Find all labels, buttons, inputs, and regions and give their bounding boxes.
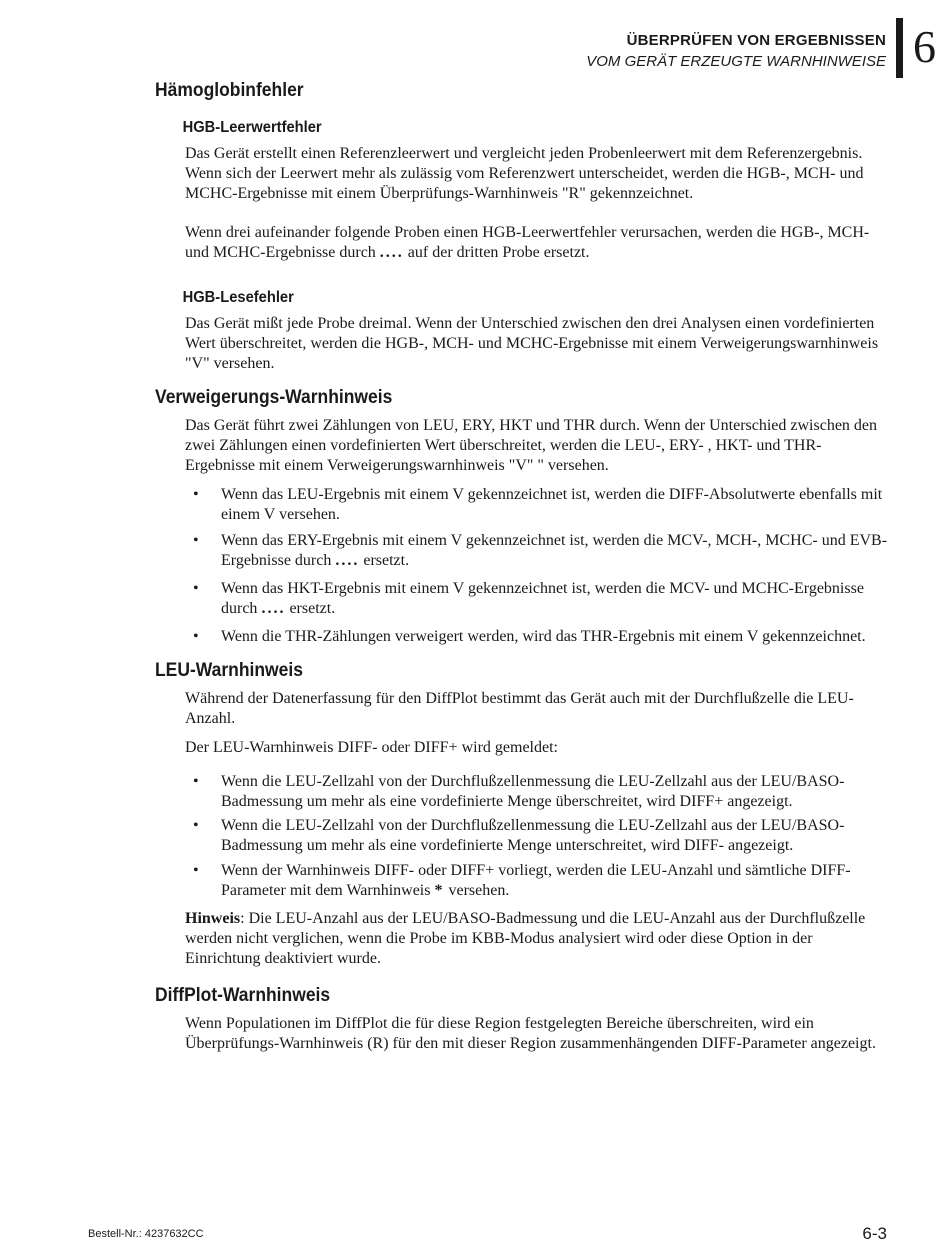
ellipsis-placeholder: .... [261, 600, 286, 617]
subheading-hgb-lese: HGB-Lesefehler [182, 289, 294, 306]
bullet-list [155, 485, 890, 647]
list-item: • Wenn das LEU-Ergebnis mit einem V gekennzeichnet ist, werden die DIFF-Absolutwerte ebenfalls mit einem V versehen. [185, 485, 890, 525]
paragraph: Das Gerät führt zwei Zählungen von LEU, ERY, HKT und THR durch. Wenn der Unterschied zwischen den zwei Zählungen einen vordefinierten Wert überschreitet, werden die LEU-, ERY- , HKT- und THR-Ergebnisse mit einem Verweigerungswarnhinweis "V" " versehen. [185, 417, 878, 474]
note-paragraph: Hinweis: Die LEU-Anzahl aus der LEU/BASO-Badmessung und die LEU-Anzahl aus der Durchflußzelle werden nicht verglichen, wenn die Probe im KBB-Modus analysiert wird oder diese Option in der Einrichtung deaktiviert wurde. [185, 910, 866, 967]
paragraph: Wenn drei aufeinander folgende Proben einen HGB-Leerwertfehler verursachen, werden die HGB-, MCH- und MCHC-Ergebnisse durch .... auf der dritten Probe ersetzt. [185, 224, 870, 261]
header-title: ÜBERPRÜFEN VON ERGEBNISSEN [626, 32, 886, 49]
ellipsis-placeholder: .... [379, 244, 404, 261]
bullet-list [155, 772, 890, 901]
section-heading-diffplot: DiffPlot-Warnhinweis [155, 985, 331, 1006]
asterisk-flag: * [434, 882, 445, 899]
chapter-number: 6 [913, 21, 936, 72]
section-heading-haemoglobin: Hämoglobinfehler [155, 80, 304, 101]
running-header [586, 30, 886, 72]
paragraph: Das Gerät mißt jede Probe dreimal. Wenn der Unterschied zwischen den drei Analysen einen vordefinierten Wert überschreitet, werden die HGB-, MCH- und MCHC-Ergebnisse mit einem Verweigerungswarnhinweis "V" versehen. [185, 315, 879, 372]
paragraph: Der LEU-Warnhinweis DIFF- oder DIFF+ wird gemeldet: [185, 739, 558, 756]
note-label: Hinweis [185, 910, 241, 927]
list-item: • Wenn die THR-Zählungen verweigert werden, wird das THR-Ergebnis mit einem V gekennzeichnet. [185, 627, 890, 647]
subheading-hgb-leerwert: HGB-Leerwertfehler [182, 119, 322, 136]
list-item: • Wenn die LEU-Zellzahl von der Durchflußzellenmessung die LEU-Zellzahl aus der LEU/BASO-Badmessung um mehr als eine vordefinierte Menge unterschreitet, wird DIFF- angezeigt. [185, 816, 890, 856]
section-heading-leu: LEU-Warnhinweis [155, 660, 303, 681]
paragraph: Wenn Populationen im DiffPlot die für diese Region festgelegten Bereiche überschreiten, wird ein Überprüfungs-Warnhinweis (R) für den mit dieser Region zusammenhängenden DIFF-Parameter angezeigt. [185, 1015, 876, 1052]
list-item: • Wenn das HKT-Ergebnis mit einem V gekennzeichnet ist, werden die MCV- und MCHC-Ergebnisse durch .... ersetzt. [185, 579, 890, 619]
list-item: • Wenn die LEU-Zellzahl von der Durchflußzellenmessung die LEU-Zellzahl aus der LEU/BASO-Badmessung um mehr als eine vordefinierte Menge überschreitet, wird DIFF+ angezeigt. [185, 772, 890, 812]
list-item: • Wenn das ERY-Ergebnis mit einem V gekennzeichnet ist, werden die MCV-, MCH-, MCHC- und EVB-Ergebnisse durch .... ersetzt. [185, 531, 890, 571]
list-item: • Wenn der Warnhinweis DIFF- oder DIFF+ vorliegt, werden die LEU-Anzahl und sämtliche DIFF-Parameter mit dem Warnhinweis * versehen. [185, 861, 890, 901]
section-heading-verweigerung: Verweigerungs-Warnhinweis [155, 387, 393, 408]
header-divider [896, 18, 903, 78]
order-number: Bestell-Nr.: 4237632CC [88, 1228, 204, 1240]
page-number: 6-3 [862, 1224, 887, 1243]
paragraph: Während der Datenerfassung für den DiffPlot bestimmt das Gerät auch mit der Durchflußzelle die LEU-Anzahl. [185, 690, 854, 727]
ellipsis-placeholder: .... [335, 552, 360, 569]
header-subtitle: VOM GERÄT ERZEUGTE WARNHINWEISE [586, 53, 886, 70]
paragraph: Das Gerät erstellt einen Referenzleerwert und vergleicht jeden Probenleerwert mit dem Referenzergebnis. Wenn sich der Leerwert mehr als zulässig vom Referenzwert unterscheidet, werden die HGB-, MCH- und MCHC-Ergebnisse mit einem Überprüfungs-Warnhinweis "R" gekennzeichnet. [185, 145, 864, 202]
page-content [155, 79, 890, 1054]
